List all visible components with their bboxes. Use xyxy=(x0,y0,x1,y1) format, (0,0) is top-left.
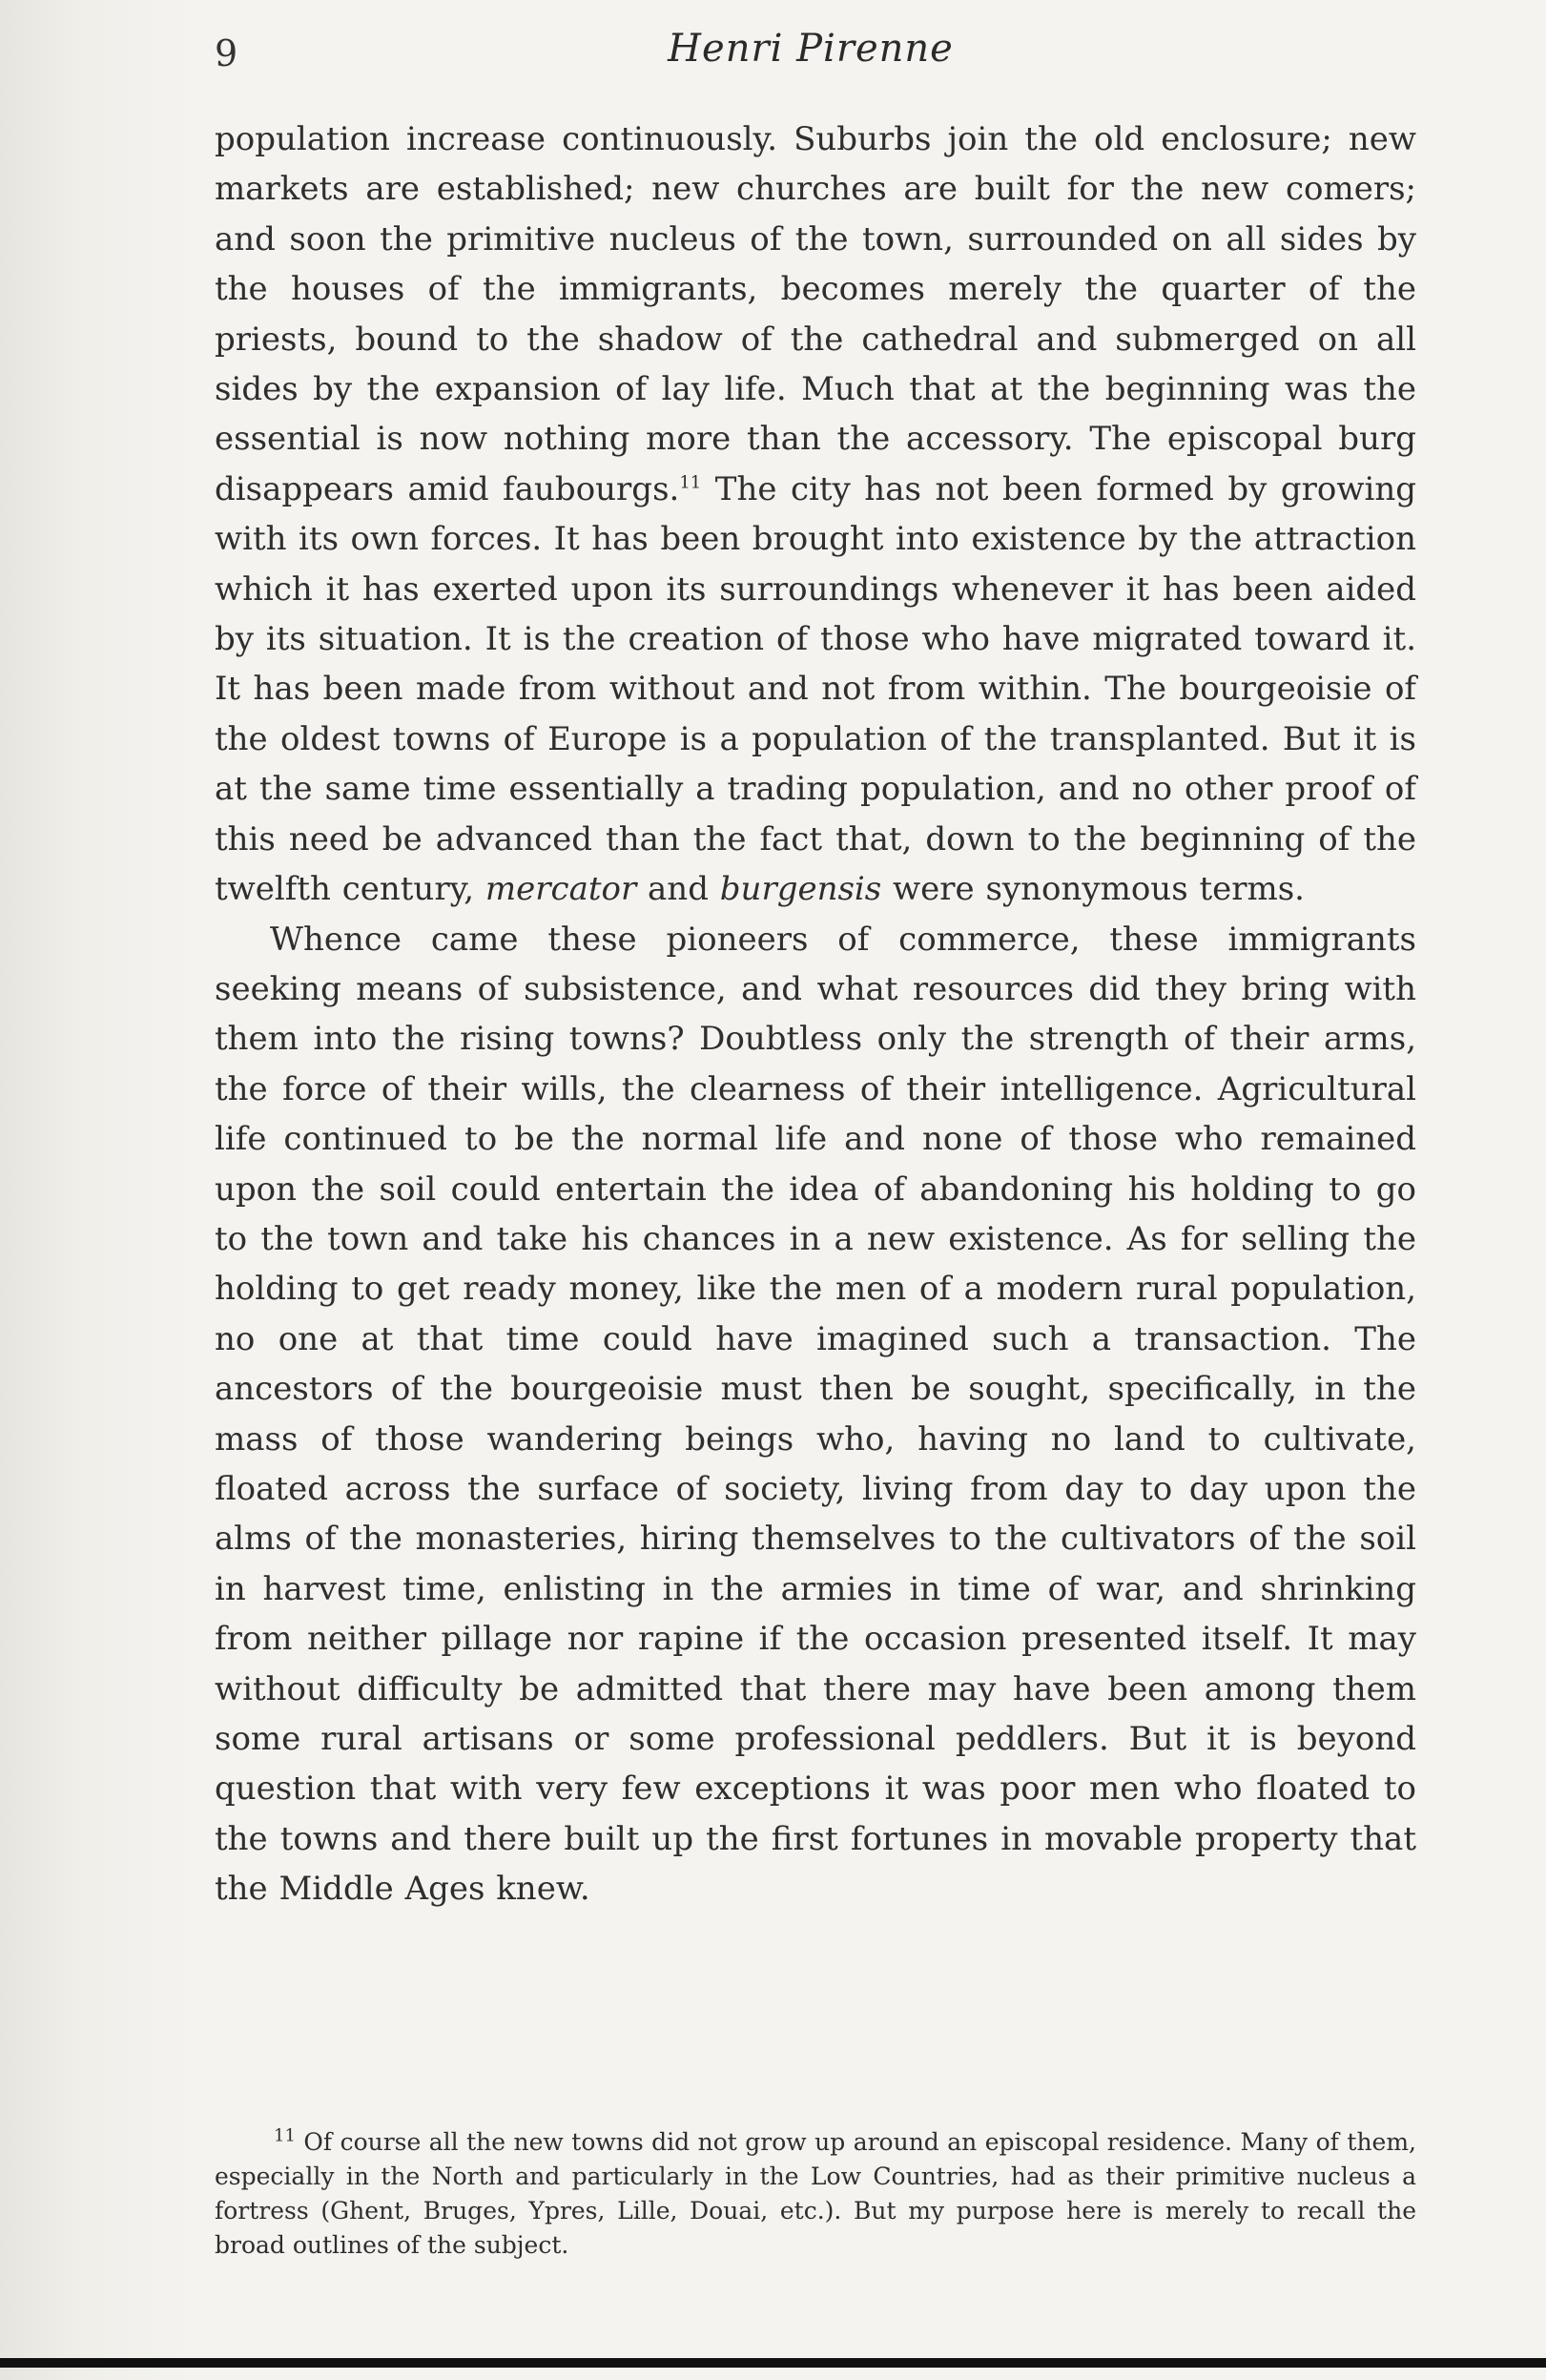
footnote-paragraph xyxy=(215,2125,1416,2263)
paragraph-1-text-a: population increase continuously. Suburbs join the old enclosure; new markets are established; new churches are built for the new comers; and soon the primitive nucleus of the town, surrounded on all sides by the houses of the immigrants, becomes merely the quarter of the priests, bound to the shadow of the cathedral and submerged on all sides by the expansion of lay life. Much that at the beginning was the essential is now nothing more than the accessory. The episcopal burg disappears amid faubourgs. xyxy=(215,120,1416,508)
bottom-rule xyxy=(0,2358,1546,2368)
page-number: 9 xyxy=(215,32,238,74)
paragraph-1-connector: and xyxy=(636,870,720,909)
footnote xyxy=(215,2125,1416,2263)
page-header xyxy=(215,27,1407,93)
term-mercator: mercator xyxy=(484,870,637,909)
paragraph-1 xyxy=(215,114,1416,915)
paragraph-1-text-c: were synonymous terms. xyxy=(881,870,1305,909)
footnote-text: Of course all the new towns did not grow up around an episcopal residence. Many of them, especially in the North and particularly in the Low Countries, had as their primitive nucleus a fortress (Ghent, Bruges, Ypres, Lille, Douai, etc.). But my purpose here is merely to recall the broad outlines of the subject. xyxy=(215,2128,1416,2259)
paragraph-1-text-b: The city has not been formed by growing with its own forces. It has been brought into existence by the attraction which it has exerted upon its surroundings whenever it has been aided by its situation. It is the creation of those who have migrated toward it. It has been made from without and not from within. The bourgeoisie of the oldest towns of Europe is a population of the transplanted. But it is at the same time essentially a trading population, and no other proof of this need be advanced than the fact that, down to the beginning of the twelfth century, xyxy=(215,469,1417,909)
term-burgensis: burgensis xyxy=(719,870,882,909)
page-edge-shadow xyxy=(0,0,191,2380)
footnote-number: 11 xyxy=(274,2125,296,2146)
running-head: Henri Pirenne xyxy=(668,27,954,71)
paragraph-2: Whence came these pioneers of commerce, these immigrants seeking means of subsistence, and what resources did they bring with them into the rising towns? Doubtless only the strength of their arms, the force of their wills, the clearness of their intelligence. Agricultural life continued to be the normal life and none of those who remained upon the soil could entertain the idea of abandoning his holding to go to the town and take his chances in a new existence. As for selling the holding to get ready money, like the men of a modern rural population, no one at that time could have imagined such a transaction. The ancestors of the bourgeoisie must then be sought, specifically, in the mass of those wandering beings who, having no land to cultivate, floated across the surface of society, living from day to day upon the alms of the monasteries, hiring themselves to the cultivators of the soil in harvest time, enlisting in the armies in time of war, and shrinking from neither pillage nor rapine if the occasion presented itself. It may without difficulty be admitted that there may have been among them some rural artisans or some professional peddlers. But it is beyond question that with very few exceptions it was poor men who floated to the towns and there built up the first fortunes in movable property that the Middle Ages knew. xyxy=(215,920,1416,1909)
main-text xyxy=(215,114,1416,1914)
footnote-reference: 11 xyxy=(679,472,702,493)
